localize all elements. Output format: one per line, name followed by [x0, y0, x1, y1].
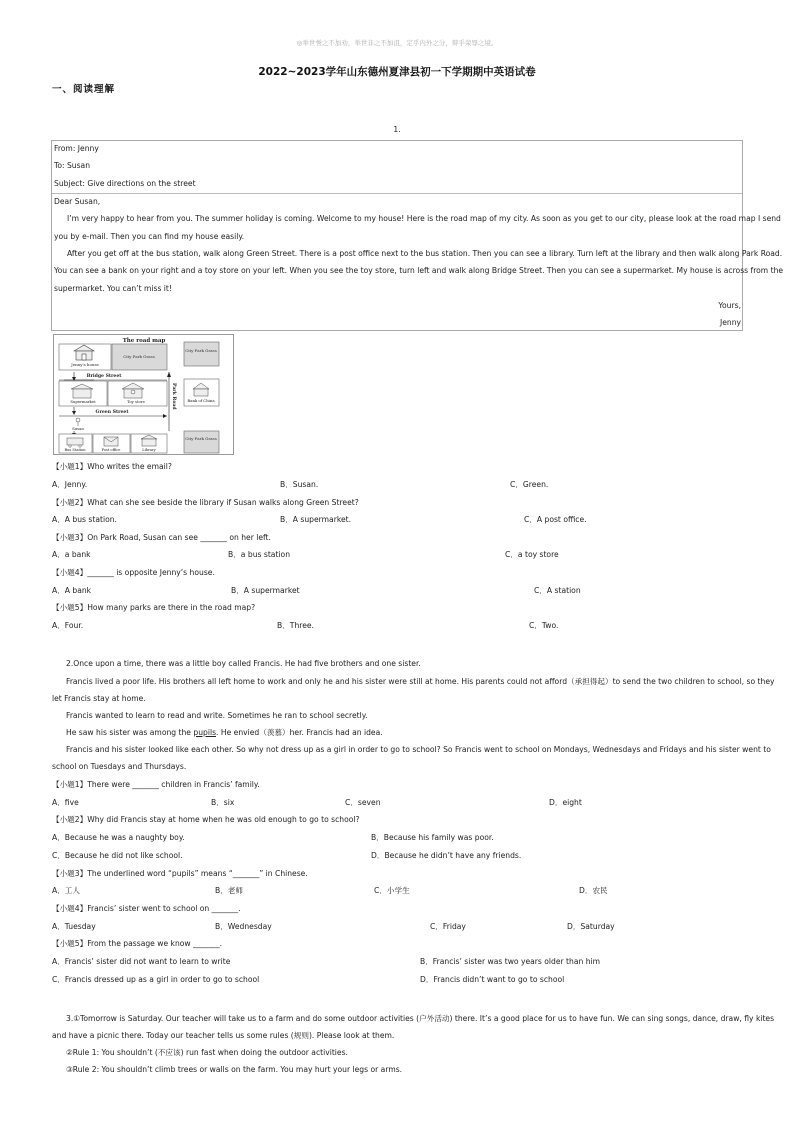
email-subject: Subject: Give directions on the street: [54, 179, 196, 188]
passage-line: school on Tuesdays and Thursdays.: [52, 762, 187, 771]
map-label-jennys-house: Jenny's house: [71, 362, 99, 367]
option-a[interactable]: A．five: [52, 798, 79, 807]
email-signature: Jenny: [719, 318, 741, 327]
city-park-grass-block-2: [184, 342, 219, 366]
map-label-city-park-grass: City Park Grass: [123, 354, 155, 359]
email-paragraph-line: After you get off at the bus station, walk along Green Street. There is a post office next to the bus station. Then you can see a library. Turn left at the library and then walk along Park Road.: [67, 249, 783, 258]
city-park-grass-block-3: [184, 431, 219, 453]
option-c[interactable]: C．A post office.: [524, 515, 587, 524]
option-a[interactable]: A．Tuesday: [52, 922, 96, 931]
map-label-post-office: Post office: [101, 448, 121, 452]
option-b[interactable]: B．Because his family was poor.: [371, 833, 494, 842]
option-c[interactable]: C．a toy store: [505, 550, 559, 559]
underlined-word: pupils: [193, 728, 217, 737]
option-c[interactable]: C．Because he did not like school.: [52, 851, 183, 860]
email-paragraph-line: You can see a bank on your right and a toy store on your left. When you see the toy store, turn left and walk along Bridge Street. Then you can see a supermarket. My house is across from the: [54, 266, 784, 275]
section-heading: 一、阅读理解: [52, 84, 116, 95]
map-label-toy-store: Toy store: [127, 399, 145, 404]
map-label-bus-station: Bus Station: [64, 448, 86, 452]
email-from: From: Jenny: [54, 144, 99, 153]
passage-line: 2.Once upon a time, there was a little boy called Francis. He had five brothers and one sister.: [66, 659, 421, 668]
question-text: 【小题3】The underlined word “pupils” means “_______” in Chinese.: [52, 869, 308, 878]
question-text: 【小题5】How many parks are there in the road map?: [52, 603, 256, 612]
passage-line: ②Rule 1: You shouldn’t (不应该) run fast when doing the outdoor activities.: [66, 1048, 348, 1057]
option-b[interactable]: B．a bus station: [228, 550, 291, 559]
email-greeting: Dear Susan,: [54, 197, 101, 206]
option-a[interactable]: A．Jenny.: [52, 480, 88, 489]
map-label-green-street: Green Street: [95, 410, 129, 415]
post-office-icon: [104, 437, 118, 446]
passage-line: and have a picnic there. Today our teacher tells us some rules (规则). Please look at them.: [52, 1031, 395, 1040]
option-b[interactable]: B．Three.: [277, 621, 314, 630]
map-label-city-park-top: City Park Grass: [185, 348, 217, 353]
passage-line: [66, 729, 383, 738]
email-closing: Yours,: [718, 301, 741, 310]
option-b[interactable]: B．A supermarket.: [280, 515, 352, 524]
option-b[interactable]: B．Francis’ sister was two years older than him: [420, 957, 601, 966]
question-text: 【小题2】Why did Francis stay at home when he was old enough to go to school?: [52, 815, 360, 824]
option-a[interactable]: A．A bank: [52, 586, 92, 595]
email-paragraph-line: supermarket. You can’t miss it!: [54, 284, 172, 293]
email-to: To: Susan: [54, 161, 91, 170]
map-label-bank: Bank of China: [187, 398, 215, 403]
map-label-susan: Susan: [72, 426, 84, 431]
passage-line: ③Rule 2: You shouldn’t climb trees or walls on the farm. You may hurt your legs or arms.: [66, 1065, 403, 1074]
question-text: 【小题5】From the passage we know _______.: [52, 939, 223, 948]
passage-line: Francis lived a poor life. His brothers all left home to work and only he and his sister were still at home. His parents could not afford（承担得起）to send the two children to school, so they: [66, 677, 775, 686]
question-text: 【小题4】Francis’ sister went to school on _______.: [52, 904, 241, 913]
option-b[interactable]: B．six: [211, 798, 235, 807]
option-c[interactable]: C．小学生: [374, 886, 410, 895]
email-paragraph-line: you by e-mail. Then you can find my house easily.: [54, 232, 245, 241]
passage-line: Francis wanted to learn to read and write. Sometimes he ran to school secretly.: [66, 711, 368, 720]
option-c[interactable]: C．Two.: [529, 621, 559, 630]
passage-line: let Francis stay at home.: [52, 694, 146, 703]
header-motto: ◎举世誉之不加劝，举世非之不加沮，定乎内外之分，辩乎荣辱之境。: [296, 39, 498, 47]
option-d[interactable]: D．Because he didn’t have any friends.: [371, 851, 522, 860]
map-title: The road map: [122, 338, 166, 344]
option-c[interactable]: C．A station: [534, 586, 581, 595]
option-b[interactable]: B．A supermarket: [231, 586, 300, 595]
map-label-park-road: Park Road: [171, 383, 176, 410]
option-b[interactable]: B．老师: [215, 886, 243, 895]
option-a[interactable]: A．A bus station.: [52, 515, 117, 524]
map-arrowhead: [72, 377, 76, 381]
option-b[interactable]: B．Susan.: [280, 480, 319, 489]
option-c[interactable]: C．seven: [345, 798, 381, 807]
option-a[interactable]: A．Because he was a naughty boy.: [52, 833, 185, 842]
option-d[interactable]: D．eight: [549, 798, 582, 807]
email-divider: [52, 193, 742, 194]
passage-line: 3.①Tomorrow is Saturday. Our teacher will take us to a farm and do some outdoor activities (户外活动) there. It’s a good place for us to have fun. We can sing songs, dance, draw, fly kites: [66, 1014, 775, 1023]
passage-line: Francis and his sister looked like each other. So why not dress up as a girl in order to go to school? So Francis went to school on Mondays, Wednesdays and Fridays and his sister went to: [66, 745, 771, 754]
question-text: 【小题1】There were _______ children in Francis’ family.: [52, 780, 260, 789]
option-c[interactable]: C．Francis dressed up as a girl in order to go to school: [52, 975, 260, 984]
road-map: [53, 334, 234, 455]
page-title: 2022~2023学年山东德州夏津县初一下学期期中英语试卷: [258, 66, 536, 78]
map-label-city-park-bottom: City Park Grass: [185, 436, 217, 441]
question-text: 【小题2】What can she see beside the library if Susan walks along Green Street?: [52, 498, 359, 507]
option-a[interactable]: A．Francis’ sister did not want to learn to write: [52, 957, 231, 966]
passage-text: He saw his sister was among the: [66, 728, 194, 737]
question-text: 【小题1】Who writes the email?: [52, 462, 172, 471]
option-c[interactable]: C．Green.: [510, 480, 549, 489]
option-d[interactable]: D．农民: [579, 886, 608, 895]
question-number: 1.: [393, 125, 401, 134]
option-c[interactable]: C．Friday: [430, 922, 466, 931]
email-paragraph-line: I’m very happy to hear from you. The summer holiday is coming. Welcome to my house! Here is the road map of my city. As soon as you get to our city, please look at the road map I send: [67, 214, 781, 223]
map-label-library: Library: [142, 448, 156, 452]
option-d[interactable]: D．Saturday: [567, 922, 615, 931]
passage-text: . He envied（羡慕）her. Francis had an idea.: [216, 728, 383, 737]
option-a[interactable]: A．a bank: [52, 550, 91, 559]
map-label-supermarket: Supermarket: [70, 399, 96, 404]
susan-icon: [76, 418, 80, 426]
map-label-bridge-street: Bridge Street: [86, 374, 122, 379]
option-a[interactable]: A．工人: [52, 886, 80, 895]
option-b[interactable]: B．Wednesday: [215, 922, 272, 931]
question-text: 【小题3】On Park Road, Susan can see _______ on her left.: [52, 533, 271, 542]
option-d[interactable]: D．Francis didn’t want to go to school: [420, 975, 565, 984]
option-a[interactable]: A．Four.: [52, 621, 84, 630]
question-text: 【小题4】_______ is opposite Jenny’s house.: [52, 568, 215, 577]
